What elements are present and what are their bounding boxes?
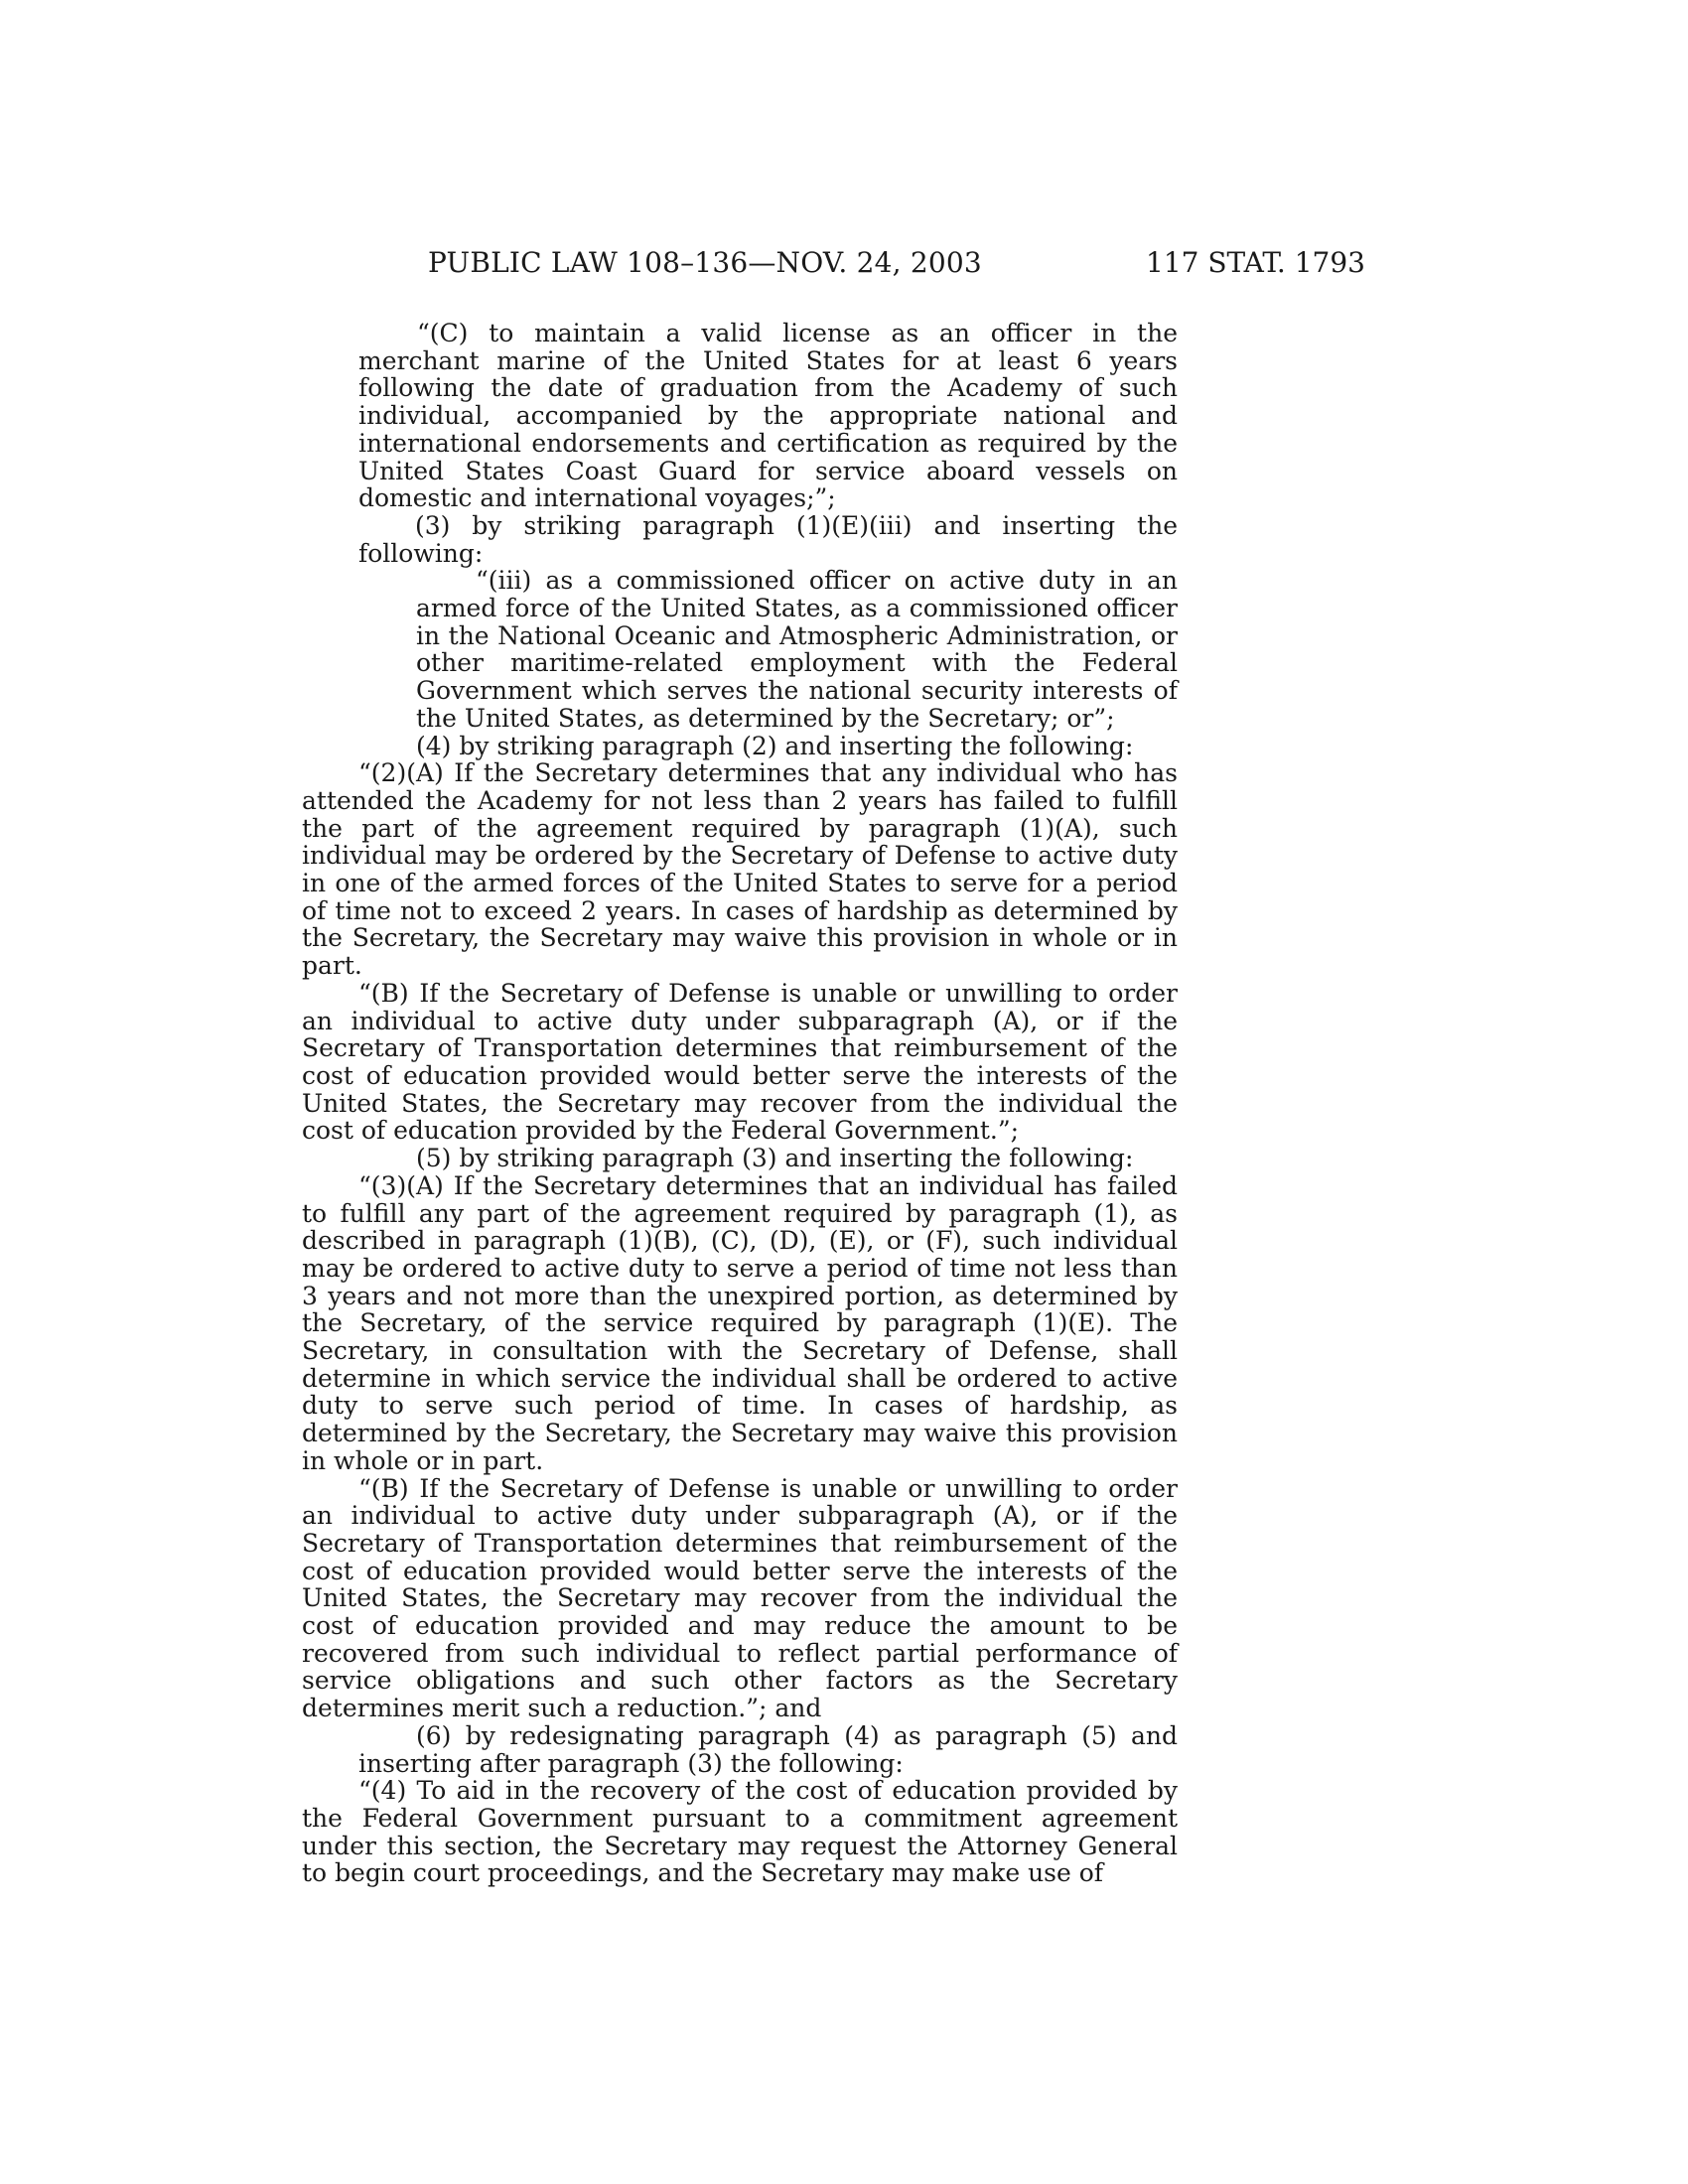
running-header-title: PUBLIC LAW 108–136—NOV. 24, 2003 (428, 246, 982, 279)
paragraph-6-redesignating: (6) by redesignating paragraph (4) as paragraph (5) and inserting after paragraph (3) the following: (358, 1720, 1178, 1778)
paragraph-2a-failure: “(2)(A) If the Secretary determines that any individual who has attended the Academy for not less than 2 years has failed to fulfill the part of the agreement required by paragraph (1)(A), such individual may be ordered by the Secretary of Defense to active duty in one of the armed forces of the United States to serve for a period of time not to exceed 2 years. In cases of hardship as determined by the Secretary, the Secretary may waive this provision in whole or in part. (302, 758, 1178, 981)
paragraph-2b-reimbursement: “(B) If the Secretary of Defense is unable or unwilling to order an individual to active duty under subparagraph (A), or if the Secretary of Transportation determines that reimbursement of the cost of education provided would better serve the interests of the United States, the Secretary may recover from the individual the cost of education provided by the Federal Government.”; (302, 978, 1178, 1146)
paragraph-3-striking: (3) by striking paragraph (1)(E)(iii) and inserting the following: (358, 510, 1178, 568)
paragraph-iii-commissioned-officer: “(iii) as a commissioned officer on active duty in an armed force of the United States, as a commissioned officer in the National Oceanic and Atmospheric Administration, or other maritime-related employment with the Federal Government which serves the national security interests of the United States, as determined by the Secretary; or”; (416, 566, 1178, 733)
document-body (302, 320, 1178, 1887)
statute-page-number: 117 STAT. 1793 (1146, 246, 1365, 279)
paragraph-3a-failure: “(3)(A) If the Secretary determines that an individual has failed to fulfill any part of the agreement required by paragraph (1), as described in paragraph (1)(B), (C), (D), (E), or (F), such individual may be ordered to active duty to serve a period of time not less than 3 years and not more than the unexpired portion, as determined by the Secretary, of the service required by paragraph (1)(E). The Secretary, in consultation with the Secretary of Defense, shall determine in which service the individual shall be ordered to active duty to serve such period of time. In cases of hardship, as determined by the Secretary, the Secretary may waive this provision in whole or in part. (302, 1170, 1178, 1475)
paragraph-c-license: “(C) to maintain a valid license as an officer in the merchant marine of the United States for at least 6 years following the date of graduation from the Academy of such individual, accompanied by the appropriate national and international endorsements and certification as required by the United States Coast Guard for service aboard vessels on domestic and international voyages;”; (358, 319, 1178, 513)
paragraph-4-recovery: “(4) To aid in the recovery of the cost of education provided by the Federal Government pursuant to a commitment agreement under this section, the Secretary may request the Attorney General to begin court proceedings, and the Secretary may make use of (302, 1776, 1178, 1888)
paragraph-4-striking: (4) by striking paragraph (2) and inserting the following: (416, 731, 1134, 760)
paragraph-5-striking: (5) by striking paragraph (3) and inserting the following: (416, 1144, 1134, 1173)
paragraph-3b-reimbursement: “(B) If the Secretary of Defense is unable or unwilling to order an individual to active duty under subparagraph (A), or if the Secretary of Transportation determines that reimbursement of the cost of education provided would better serve the interests of the United States, the Secretary may recover from the individual the cost of education provided and may reduce the amount to be recovered from such individual to reflect partial performance of service obligations and such other factors as the Secretary determines merit such a reduction.”; and (302, 1473, 1178, 1723)
